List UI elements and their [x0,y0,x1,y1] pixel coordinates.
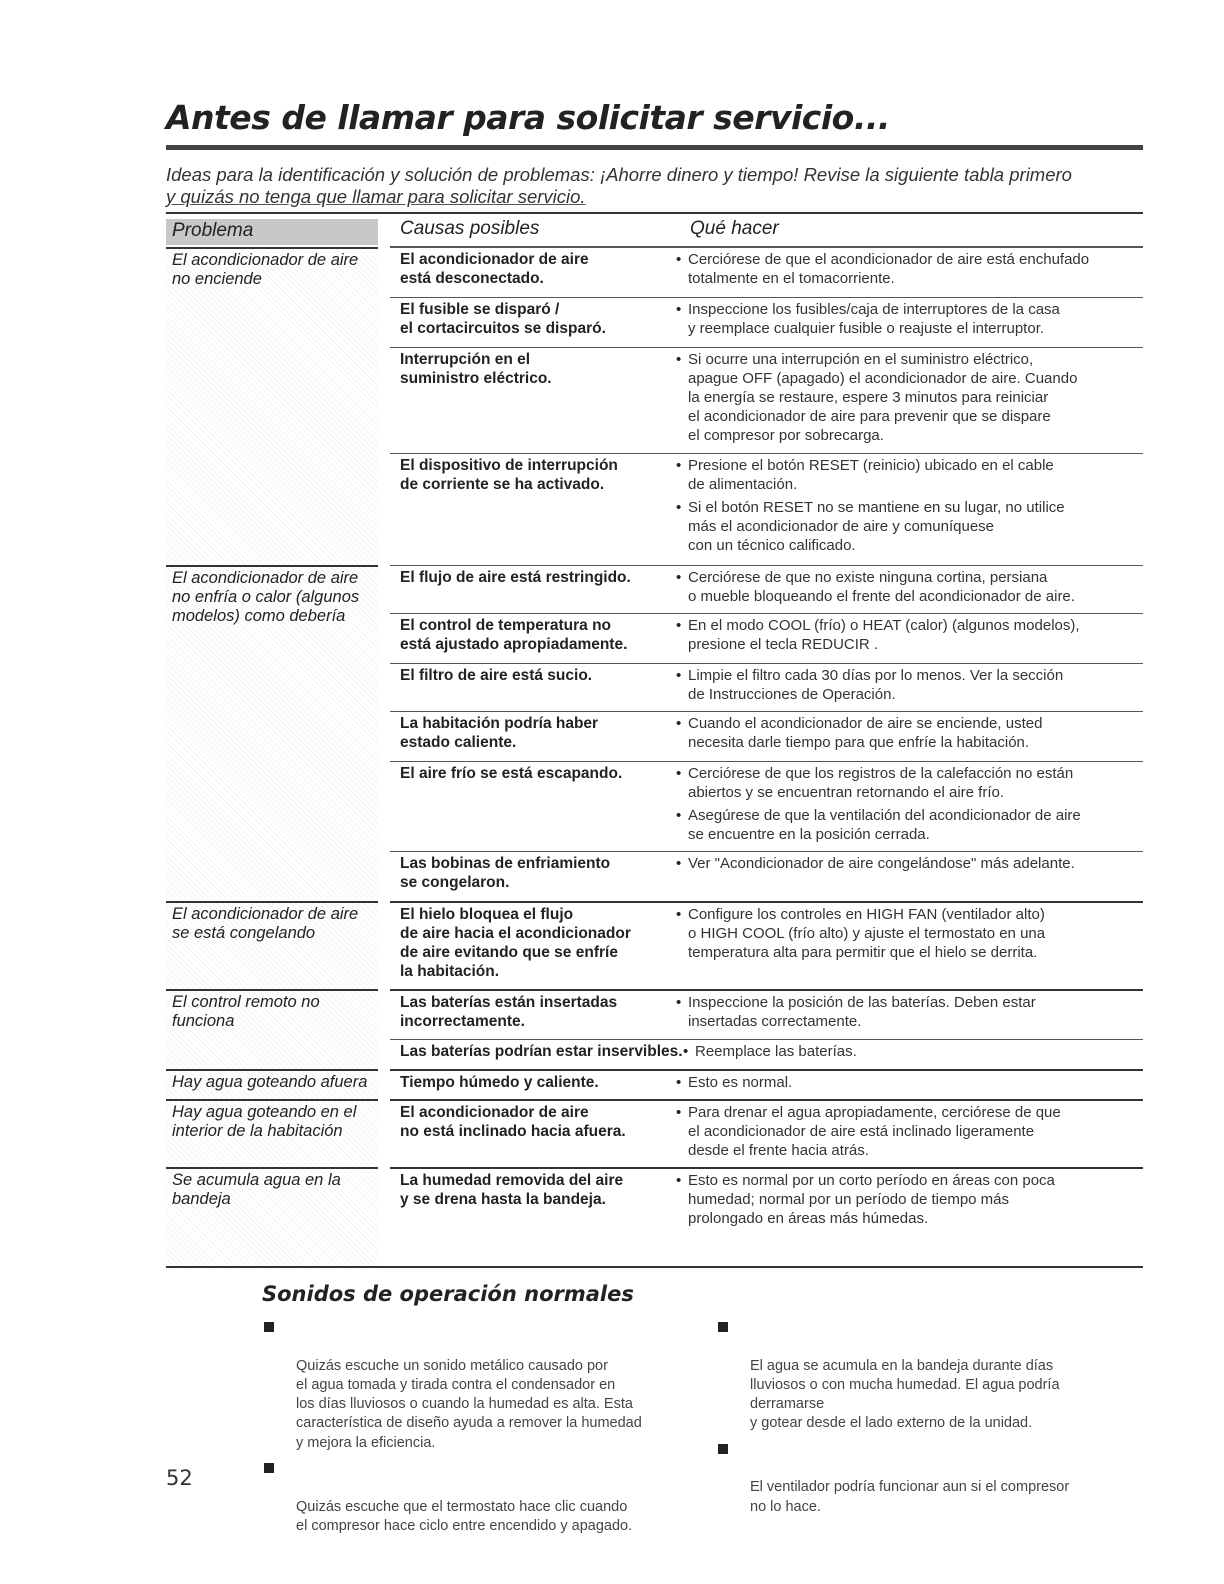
square-bullet-icon [718,1322,728,1332]
what-item: • Presione el botón RESET (reinicio) ubicado en el cable de alimentación. [676,456,1136,494]
what-item: • Esto es normal por un corto período en áreas con poca humedad; normal por un período de tiempo más prolongado en áreas más húmedas. [676,1171,1136,1228]
intro-line: y quizás no tenga que llamar para solicitar servicio. [166,186,586,207]
what-list [676,456,1136,559]
problem-cell [166,989,378,1069]
section-rule [166,1266,1143,1268]
what-item: • Para drenar el agua apropiadamente, cerciórese de que el acondicionador de aire está inclinado ligeramente desde el frente hacia atrás. [676,1103,1136,1160]
table-row [390,297,1143,347]
what-item: • Reemplace las baterías. [683,1042,1136,1061]
what-item: • En el modo COOL (frío) o HEAT (calor) (algunos modelos), presione el tecla REDUCIR . [676,616,1136,654]
sound-item [262,1459,682,1536]
sounds-list-left [262,1318,682,1542]
intro-line: Ideas para la identificación y solución de problemas: ¡Ahorre dinero y tiempo! Revise la siguiente tabla primero [166,164,1072,185]
problem-label: Hay agua goteando afuera [172,1073,368,1091]
table-row [390,453,1143,565]
what-item: • Cuando el acondicionador de aire se enciende, usted necesita darle tiempo para que enfríe la habitación. [676,714,1136,752]
what-list [676,993,1136,1035]
table-row [390,1069,1143,1099]
square-bullet-icon [718,1444,728,1454]
cause-text: La habitación podría haber estado caliente. [400,715,599,751]
what-list [676,350,1136,449]
table-row [390,761,1143,851]
what-list [676,905,1136,966]
square-bullet-icon [264,1322,274,1332]
sounds-title: Sonidos de operación normales [262,1282,634,1306]
problem-cell [166,1167,378,1265]
what-list [676,300,1136,342]
table-row [390,989,1143,1039]
what-list [676,250,1136,292]
problem-label: El control remoto no funciona [172,993,320,1030]
table-row [390,711,1143,761]
cause-text: Tiempo húmedo y caliente. [400,1074,599,1091]
sound-text: El agua se acumula en la bandeja durante días lluviosos o con mucha humedad. El agua podría derramarse y gotear desde el lado externo de la unidad. [750,1357,1060,1432]
cause-text: El hielo bloquea el flujo de aire hacia el acondicionador de aire evitando que se enfríe la habitación. [400,906,631,980]
table-row [390,663,1143,711]
what-item: • Ver "Acondicionador de aire congelándose" más adelante. [676,854,1136,873]
cause-text: El aire frío se está escapando. [400,765,623,782]
what-list [676,854,1136,877]
what-item: • Configure los controles en HIGH FAN (ventilador alto) o HIGH COOL (frío alto) y ajuste el termostato en una temperatura alta para permitir que el hielo se derrita. [676,905,1136,962]
what-item: • Inspeccione los fusibles/caja de interruptores de la casa y reemplace cualquier fusible o reajuste el interruptor. [676,300,1136,338]
cause-text: El acondicionador de aire está desconectado. [400,251,589,287]
header-what: Qué hacer [690,218,779,239]
what-list [676,714,1136,756]
cause-text: El flujo de aire está restringido. [400,569,631,586]
cause-text: Las bobinas de enfriamiento se congelaron. [400,855,611,891]
cause-text: La humedad removida del aire y se drena hasta la bandeja. [400,1172,624,1208]
what-list [676,616,1136,658]
table-row [390,1039,1143,1069]
sound-item [716,1440,1136,1517]
what-list [683,1042,1136,1065]
problem-cell [166,247,378,565]
cause-text: El acondicionador de aire no está inclinado hacia afuera. [400,1104,626,1140]
problem-label: Se acumula agua en la bandeja [172,1171,341,1208]
what-item: • Cerciórese de que no existe ninguna cortina, persiana o mueble bloqueando el frente del acondicionador de aire. [676,568,1136,606]
sound-text: El ventilador podría funcionar aun si el compresor no lo hace. [750,1479,1070,1515]
problem-label: Hay agua goteando en el interior de la habitación [172,1103,357,1140]
problem-label: El acondicionador de aire se está congelando [172,905,359,942]
table-row [390,247,1143,297]
what-item: • Cerciórese de que el acondicionador de aire está enchufado totalmente en el tomacorriente. [676,250,1136,288]
sound-item [262,1318,682,1453]
problem-cell [166,565,378,901]
table-row [390,901,1143,989]
what-item: • Inspeccione la posición de las baterías. Deben estar insertadas correctamente. [676,993,1136,1031]
problem-cell [166,901,378,989]
cause-text: El filtro de aire está sucio. [400,667,593,684]
square-bullet-icon [264,1463,274,1473]
header-causes: Causas posibles [400,218,540,239]
cause-text: Las baterías podrían estar inservibles. [400,1043,683,1060]
cause-text: El control de temperatura no está ajustado apropiadamente. [400,617,628,653]
cause-text: Interrupción en el suministro eléctrico. [400,351,552,387]
cause-text: El dispositivo de interrupción de corriente se ha activado. [400,457,618,493]
table-row [390,1167,1143,1265]
sound-item [716,1318,1136,1434]
problem-label: El acondicionador de aire no enfría o calor (algunos modelos) como debería [172,569,360,625]
table-row [390,347,1143,453]
problem-label: El acondicionador de aire no enciende [172,251,359,288]
table-row [390,613,1143,663]
page-number: 52 [166,1466,193,1490]
what-item: • Si ocurre una interrupción en el suministro eléctrico, apague OFF (apagado) el acondicionador de aire. Cuando la energía se restaure, espere 3 minutos para reiniciar el acondicionador de aire para prevenir que se dispare el compresor por sobrecarga. [676,350,1136,445]
what-list [676,1073,1136,1096]
cause-text: El fusible se disparó / el cortacircuitos se disparó. [400,301,606,337]
sound-text: Quizás escuche que el termostato hace clic cuando el compresor hace ciclo entre encendido y apagado. [296,1498,633,1534]
page-title: Antes de llamar para solicitar servicio... [166,98,890,137]
table-row [390,565,1143,613]
table-row [390,851,1143,901]
problem-cell [166,1069,378,1099]
what-item: • Esto es normal. [676,1073,1136,1092]
sounds-list-right [716,1318,1136,1523]
what-list [676,1171,1136,1232]
what-item: • Limpie el filtro cada 30 días por lo menos. Ver la sección de Instrucciones de Operación. [676,666,1136,704]
what-item: • Si el botón RESET no se mantiene en su lugar, no utilice más el acondicionador de aire y comuníquese con un técnico calificado. [676,498,1136,555]
what-item: • Asegúrese de que la ventilación del acondicionador de aire se encuentre en la posición cerrada. [676,806,1136,844]
header-problem: Problema [166,219,378,245]
table-row [390,1099,1143,1167]
cause-text: Las baterías están insertadas incorrectamente. [400,994,618,1030]
what-list [676,764,1136,848]
what-list [676,1103,1136,1164]
sound-text: Quizás escuche un sonido metálico causado por el agua tomada y tirada contra el condensador en los días lluviosos o cuando la humedad es alta. Esta característica de diseño ayuda a remover la humedad y mejora la eficiencia. [296,1357,642,1451]
what-list [676,666,1136,708]
problem-cell [166,1099,378,1167]
what-list [676,568,1136,610]
what-item: • Cerciórese de que los registros de la calefacción no están abiertos y se encuentran retornando el aire frío. [676,764,1136,802]
